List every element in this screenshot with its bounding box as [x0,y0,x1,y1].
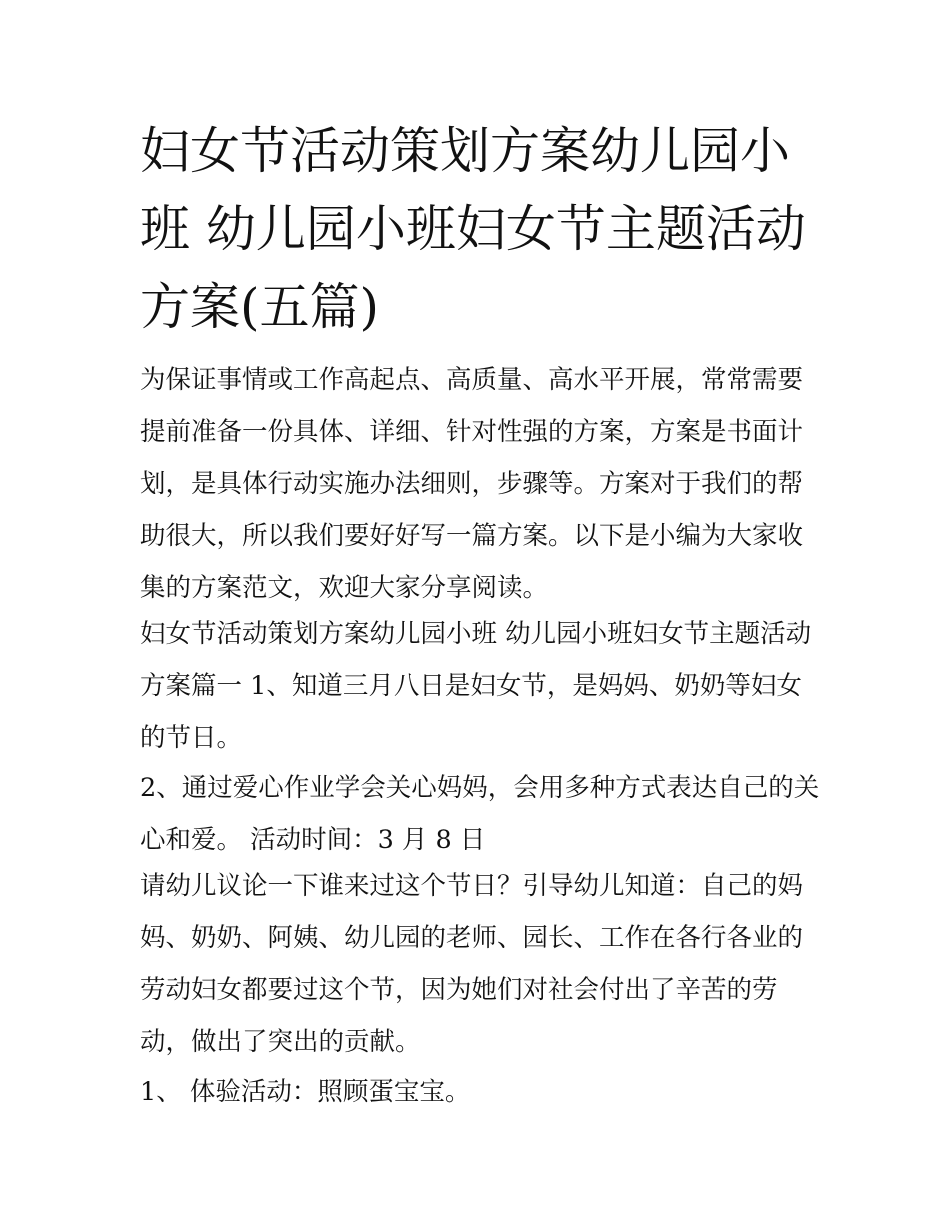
paragraph-plan-one-goal-1: 妇女节活动策划方案幼儿园小班 幼儿园小班妇女节主题活动方案篇一 1、知道三月八日是妇女节，是妈妈、奶奶等妇女的节日。 [140,619,812,753]
document-title: 妇女节活动策划方案幼儿园小班 幼儿园小班妇女节主题活动方案(五篇) [140,122,806,336]
paragraph-intro: 为保证事情或工作高起点、高质量、高水平开展，常常需要提前准备一份具体、详细、针对性强的方案，方案是书面计划，是具体行动实施办法细则，步骤等。方案对于我们的帮助很大，所以我们要好好写一篇方案。以下是小编为大家收集的方案范文，欢迎大家分享阅读。 [140,365,804,603]
paragraph-activity-1: 1、 体验活动：照顾蛋宝宝。 [140,1077,471,1107]
paragraph-goal-2-and-time: 2、通过爱心作业学会关心妈妈，会用多种方式表达自己的关心和爱。 活动时间：3 月 8 日 [140,773,820,855]
paragraph-discussion: 请幼儿议论一下谁来过这个节日？引导幼儿知道：自己的妈妈、奶奶、阿姨、幼儿园的老师、园长、工作在各行各业的劳动妇女都要过这个节，因为她们对社会付出了辛苦的劳动，做出了突出的贡献。 [140,871,804,1057]
